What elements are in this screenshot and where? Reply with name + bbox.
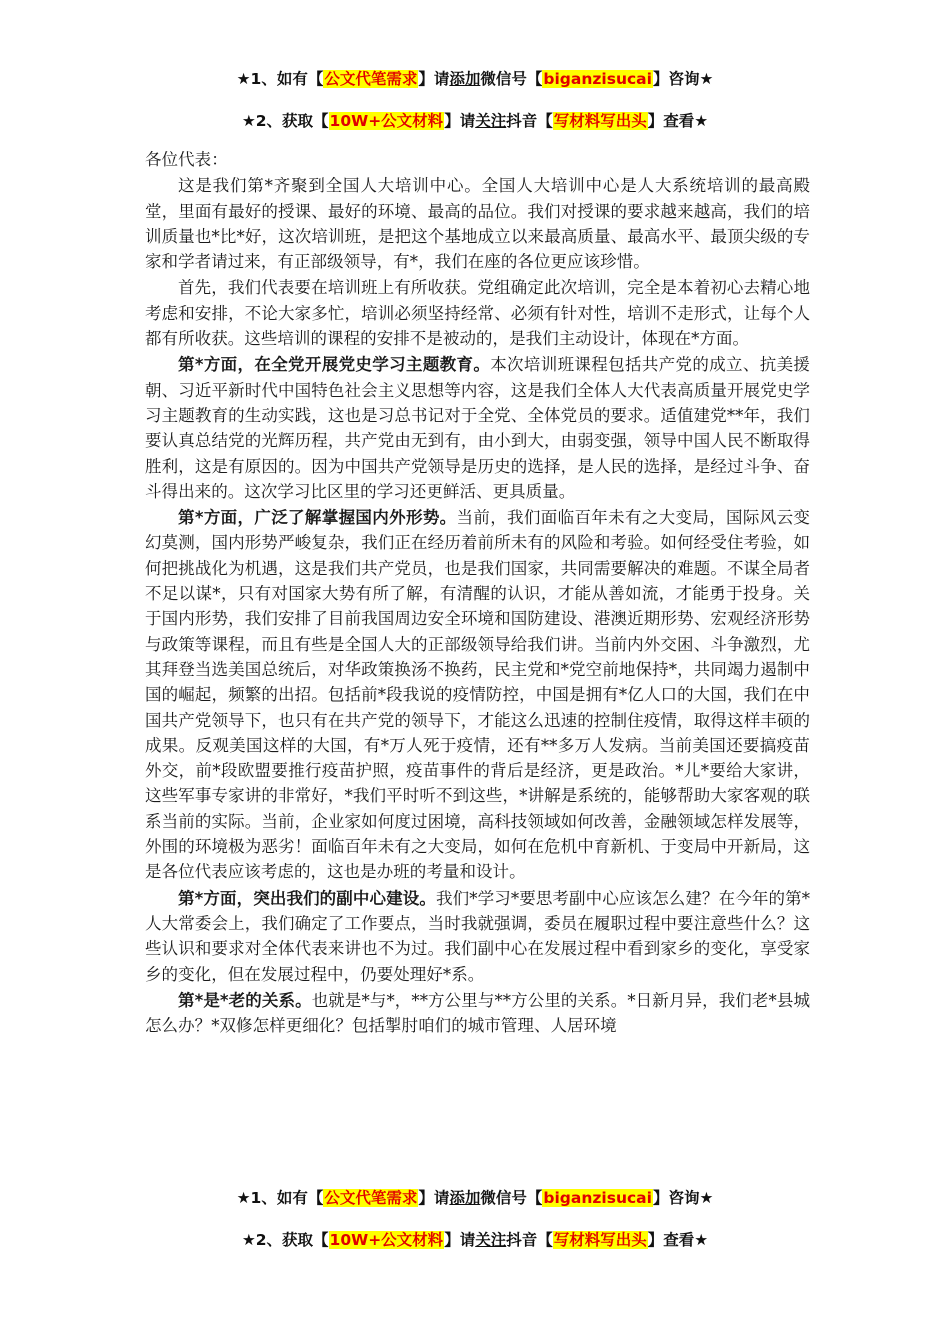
paragraph-2: 首先，我们代表要在培训班上有所收获。党组确定此次培训，完全是本着初心去精心地考虑和安排，不论大家多忙，培训必须坚持经常、必须有针对性，培训不走形式，让每个人都有所收获。这些培训的课程的安排不是被动的，是我们主动设计，体现在*方面。 [145,278,810,349]
banner-text: 】请 [444,1231,476,1249]
banner-text: 】查看★ [647,112,709,130]
banner-text: 微信号【 [480,70,543,88]
underlined-text: 添加 [449,70,481,88]
salutation: 各位代表： [145,150,228,169]
highlight-text: 公文代笔需求 [324,1189,418,1207]
banner-text: 】请 [418,1189,450,1207]
section-heading: 第*方面，突出我们的副中心建设。 [178,888,436,908]
banner-text: 】查看★ [647,1231,709,1249]
banner-text: 抖音【 [506,1231,553,1249]
section-heading: 第*方面，在全党开展党史学习主题教育。 [178,355,491,375]
ad-banner-line-1 [0,68,950,90]
banner-text: 】咨询★ [652,70,714,88]
paragraph-text: 我们*学习*要思考副中心应该怎么建？在今年的第*人大常委会上，我们确定了工作要点，当时我就强调，委员在履职过程中要注意些什么？这些认识和要求对全体代表来讲也不为过。我们副中心在发展过程中看到家乡的变化，享受家乡的变化，但在发展过程中，仍要处理好*系。 [145,888,810,984]
paragraph-text: 当前，我们面临百年未有之大变局，国际风云变幻莫测，国内形势严峻复杂，我们正在经历着前所未有的风险和考验。如何经受住考验，如何把挑战化为机遇，这是我们共产党员，也是我们国家，共同需要解决的难题。不谋全局者不足以谋*，只有对国家大势有所了解，有清醒的认识，才能从善如流，才能勇于投身。关于国内形势，我们安排了目前我国周边安全环境和国防建设、港澳近期形势、宏观经济形势与政策等课程，而且有些是全国人大的正部级领导给我们讲。当前内外交困、斗争激烈，尤其拜登当选美国总统后，对华政策换汤不换药，民主党和*党空前地保持*，共同竭力遏制中国的崛起，频繁的出招。包括前*段我说的疫情防控，中国是拥有*亿人口的大国，我们在中国共产党领导下，也只有在共产党的领导下，才能这么迅速的控制住疫情，取得这样丰硕的成果。反观美国这样的大国，有*万人死于疫情，还有**多万人发病。当前美国还要搞疫苗外交，前*段欧盟要推行疫苗护照，疫苗事件的背后是经济，更是政治。*儿*要给大家讲，这些军事专家讲的非常好，*我们平时听不到这些，*讲解是系统的，能够帮助大家客观的联系当前的实际。当前，企业家如何度过困境，高科技领域如何改善，金融领域怎样发展等，外围的环境极为恶劣！面临百年未有之大变局，如何在危机中育新机、于变局中开新局，这是各位代表应该考虑的，这也是办班的考量和设计。 [145,508,810,882]
underlined-text: 添加 [449,1189,481,1207]
banner-text: 微信号【 [480,1189,543,1207]
document-body [145,147,810,1039]
paragraph-5 [145,886,810,987]
paragraph-6 [145,988,810,1039]
banner-text: 】请 [418,70,450,88]
wechat-id-highlight: biganzisucai [543,70,652,88]
banner-text: 抖音【 [506,112,553,130]
section-heading: 第*方面，广泛了解掌握国内外形势。 [178,508,457,528]
highlight-text: 10W+公文材料 [329,112,444,130]
banner-text: ★1、如有【 [236,70,324,88]
section-heading: 第*是*老的关系。 [178,990,312,1010]
banner-text: ★2、获取【 [241,1231,329,1249]
douyin-id-highlight: 写材料写出头 [553,112,647,130]
highlight-text: 10W+公文材料 [329,1231,444,1249]
douyin-id-highlight: 写材料写出头 [553,1231,647,1249]
ad-banner-line-2 [0,110,950,132]
ad-banner-footer-line-2 [0,1229,950,1251]
paragraph-4 [145,505,810,884]
underlined-text: 关注 [475,1231,507,1249]
highlight-text: 公文代笔需求 [324,70,418,88]
paragraph-1: 这是我们第*齐聚到全国人大培训中心。全国人大培训中心是人大系统培训的最高殿堂，里面有最好的授课、最好的环境、最高的品位。我们对授课的要求越来越高，我们的培训质量也*比*好，这次培训班，是把这个基地成立以来最高质量、最高水平、最顶尖级的专家和学者请过来，有正部级领导，有*，我们在座的各位更应该珍惜。 [145,176,810,272]
banner-text: 】咨询★ [652,1189,714,1207]
banner-text: ★1、如有【 [236,1189,324,1207]
paragraph-3 [145,352,810,504]
paragraph-text: 也就是*与*，**方公里与**方公里的关系。*日新月异，我们老*县城怎么办？*双修怎样更细化？包括掣肘咱们的城市管理、人居环境 [145,990,810,1036]
banner-text: 】请 [444,112,476,130]
paragraph-text: 本次培训班课程包括共产党的成立、抗美援朝、习近平新时代中国特色社会主义思想等内容，这是我们全体人大代表高质量开展党史学习主题教育的生动实践，这也是习总书记对于全党、全体党员的要求。适值建党**年，我们要认真总结党的光辉历程，共产党由无到有，由小到大，由弱变强，领导中国人民不断取得胜利，这是有原因的。因为中国共产党领导是历史的选择，是人民的选择，是经过斗争、奋斗得出来的。这次学习比区里的学习还更鲜活、更具质量。 [145,355,810,501]
underlined-text: 关注 [475,112,507,130]
ad-banner-footer-line-1 [0,1187,950,1209]
wechat-id-highlight: biganzisucai [543,1189,652,1207]
banner-text: ★2、获取【 [241,112,329,130]
